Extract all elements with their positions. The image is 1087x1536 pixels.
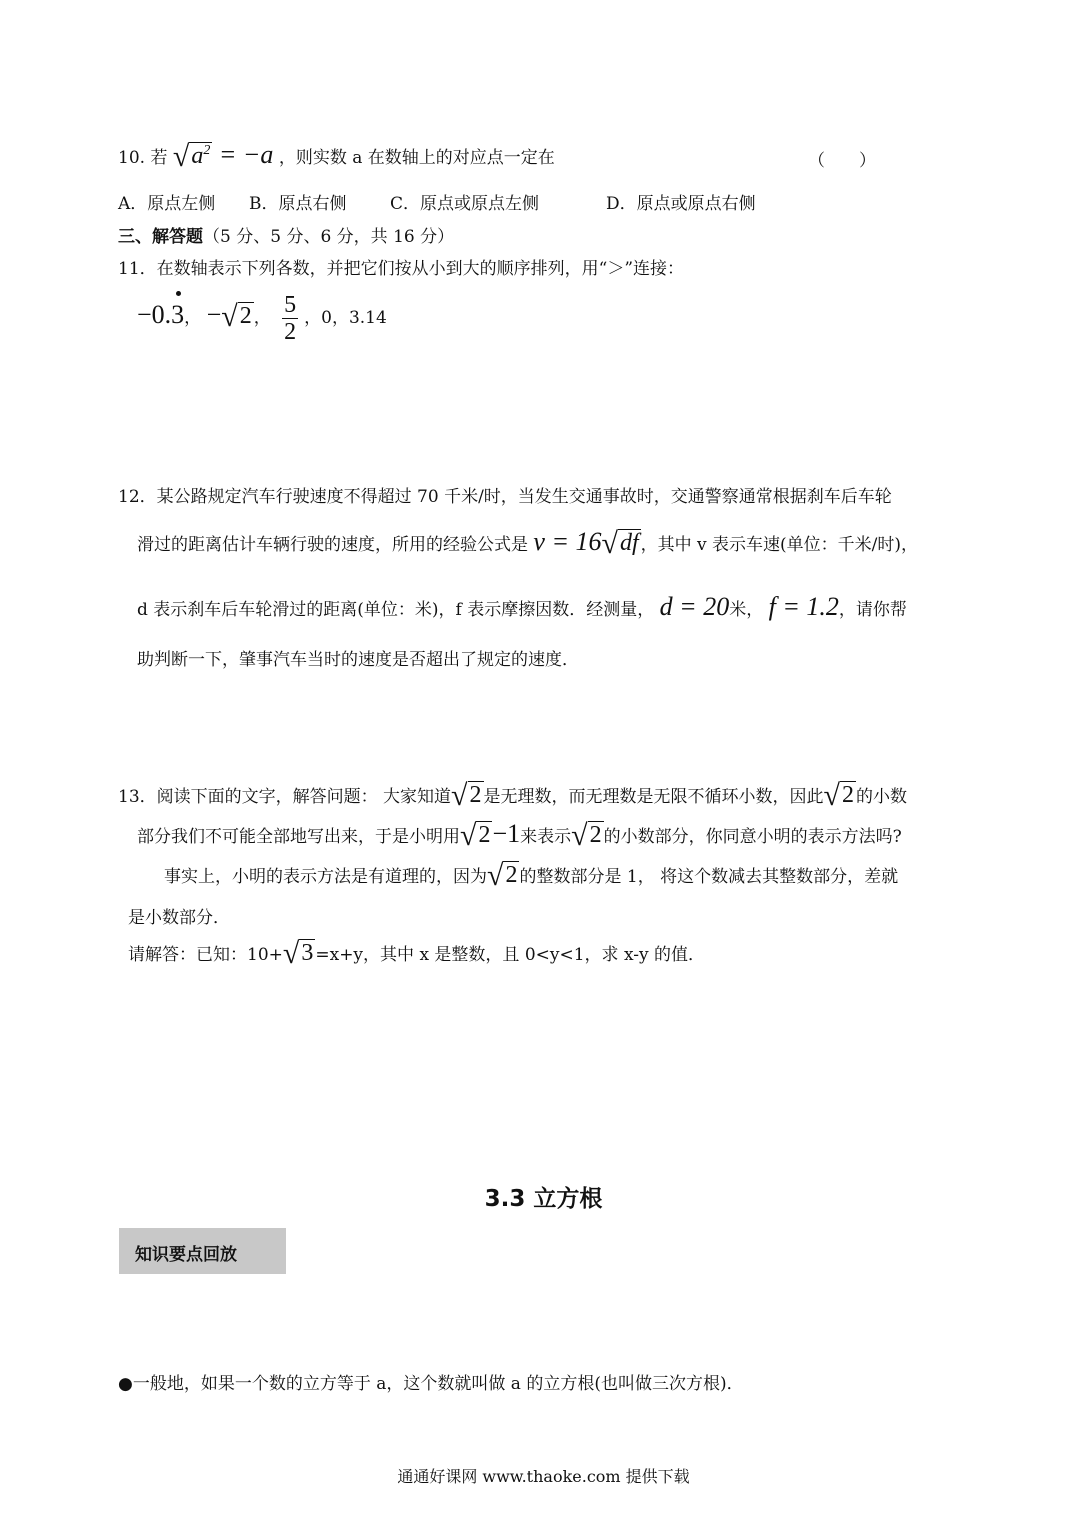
q12-f-value: f = 1.2 <box>768 592 839 621</box>
q13-sqrt3: √3 <box>282 937 314 970</box>
section-heading <box>118 222 454 247</box>
q12-formula-sqrt: √df <box>601 527 639 560</box>
q11-sep1: ， <box>184 308 202 328</box>
q11-rest: ，0，3.14 <box>304 308 387 328</box>
q13-sqrt2-a: √2 <box>451 779 482 812</box>
q10-option-d: D．原点或原点右侧 <box>606 194 756 214</box>
q13-sqrt2-d: √2 <box>571 819 602 852</box>
q10-prefix: 若 <box>150 148 168 168</box>
q11-sep2: ， <box>253 308 271 328</box>
section-box-label: 知识要点回放 <box>135 1245 237 1265</box>
q12-d-value: d = 20 <box>659 592 730 621</box>
q13-sqrt2-b: √2 <box>823 779 854 812</box>
definition-line <box>118 1369 744 1394</box>
q10-option-a: A．原点左侧 <box>118 194 216 214</box>
q13-line5: 请解答：已知：10+√3 =x+y，其中 x 是整数，且 0<y<1，求 x-y 的值． <box>128 937 706 970</box>
q10-option-b: B．原点右侧 <box>249 194 347 214</box>
section-box <box>119 1228 286 1274</box>
definition-text: 一般地，如果一个数的立方等于 a，这个数就叫做 a 的立方根(也叫做三次方根)． <box>132 1374 744 1394</box>
q10-answer-paren: （ ） <box>808 151 876 171</box>
q12-line2: 滑过的距离估计车辆行驶的速度，所用的经验公式是 v = 16√df ，其中 v 表示车速(单位：千米/时)， <box>137 527 919 560</box>
q10-suffix: ，则实数 a 在数轴上的对应点一定在 <box>278 148 555 168</box>
q10-option-c: C．原点或原点左侧 <box>390 194 540 214</box>
chapter-title: 3.3 立方根 <box>484 1186 603 1212</box>
footer: 通通好课网 www.thaoke.com 提供下载 <box>397 1467 690 1486</box>
bullet: ● <box>118 1374 133 1394</box>
q13-sqrt2-e: √2 <box>487 859 518 892</box>
q10-formula-rhs: = −a <box>212 140 274 169</box>
q12-line3: d 表示刹车后车轮滑过的距离(单位：米)，f 表示摩擦因数．经测量， d = 20米， f = 1.2，请你帮 <box>137 592 907 621</box>
q11-n2-sqrt: √2 <box>221 300 252 333</box>
q11-fraction: $\frac{5}{2}$ <box>284 292 297 345</box>
q13-line1: 13．阅读下面的文字，解答问题： 大家知道√2 是无理数，而无理数是无限不循环小数，因此√2 的小数 <box>118 779 907 812</box>
q12-line4: 助判断一下，肇事汽车当时的速度是否超出了规定的速度． <box>137 650 579 670</box>
section-title: 三、解答题 <box>118 227 203 247</box>
q11-numbers <box>137 292 387 345</box>
q13-sqrt2-c: √2 <box>460 819 491 852</box>
q10-line <box>118 140 555 174</box>
q10-number: 10. <box>118 148 146 168</box>
q13-line2: 部分我们不可能全部地写出来，于是小明用√2−1来表示√2 的小数部分，你同意小明的表示方法吗? <box>137 819 902 852</box>
q11-text: 11．在数轴表示下列各数，并把它们按从小到大的顺序排列，用“＞”连接： <box>118 259 685 279</box>
q10-sqrt: $√a^2$ <box>172 140 211 173</box>
q13-line3: 事实上，小明的表示方法是有道理的，因为√2 的整数部分是 1， 将这个数减去其整数部分，差就 <box>164 859 899 892</box>
q13-line4: 是小数部分． <box>128 908 230 928</box>
section-score: （5 分、5 分、6 分，共 16 分） <box>203 227 455 247</box>
q11-n2-minus: − <box>206 300 222 329</box>
q12-formula: v = 16 <box>533 527 602 556</box>
q12-line1: 12．某公路规定汽车行驶速度不得超过 70 千米/时，当发生交通事故时，交通警察通常根据刹车后车轮 <box>118 487 892 507</box>
q11-n1: −0.3 <box>137 300 185 329</box>
